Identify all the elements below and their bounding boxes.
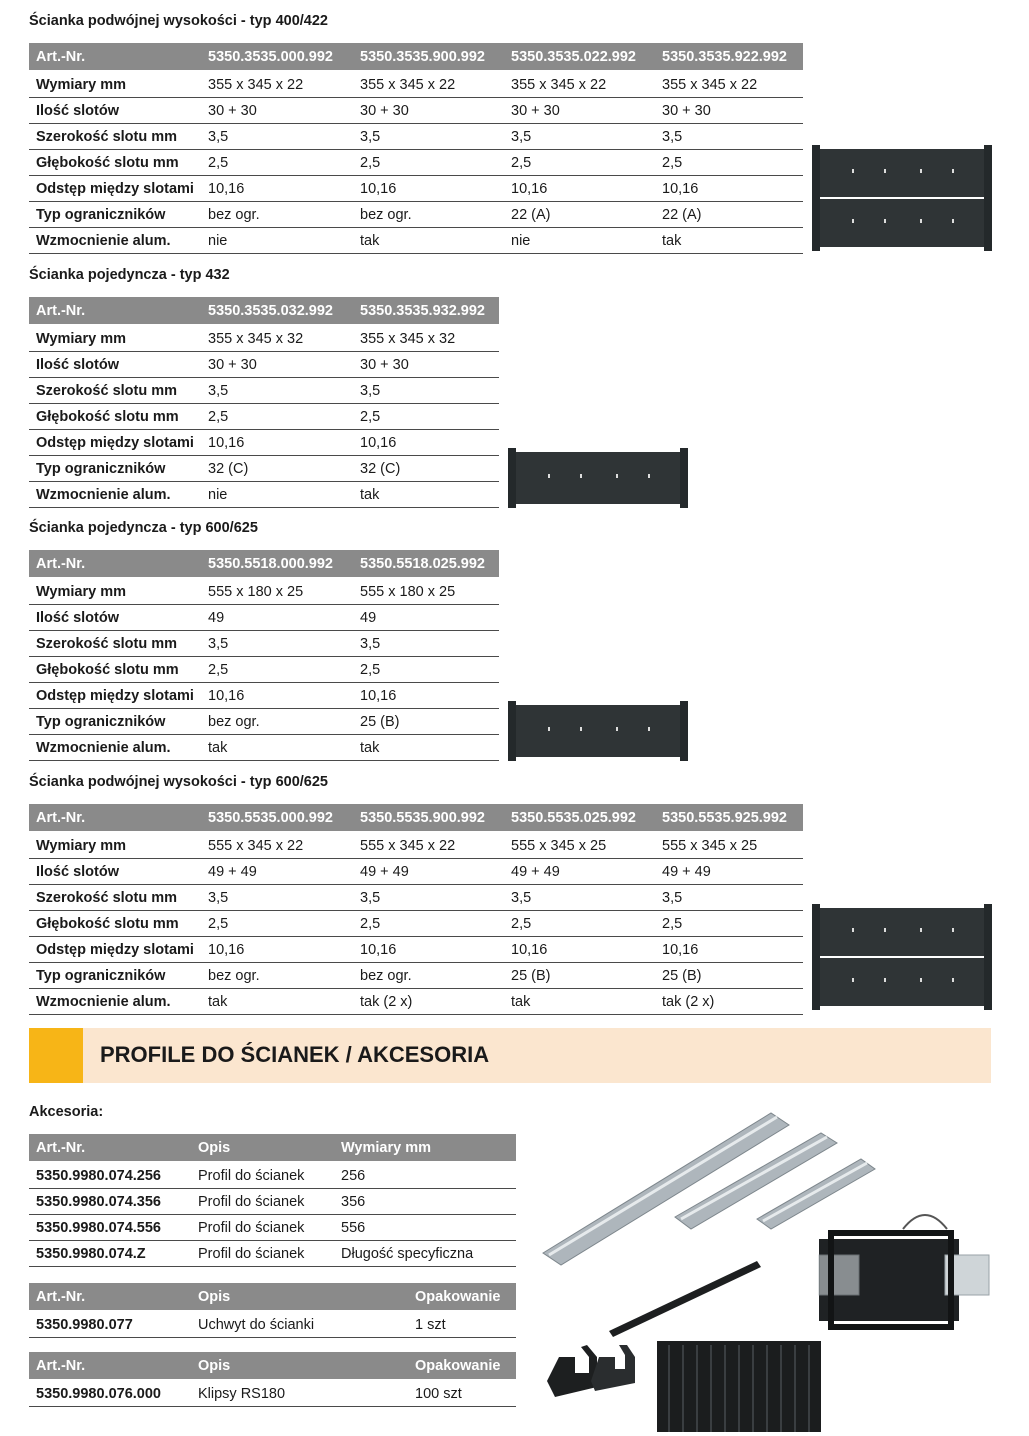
table-cell: 49 + 49: [504, 859, 655, 885]
art-nr-cell: 5350.9980.077: [29, 1311, 191, 1338]
header-cell: 5350.5535.025.992: [504, 804, 655, 832]
table-cell: bez ogr.: [201, 963, 353, 989]
table-row: [29, 631, 499, 657]
header-cell: Art.-Nr.: [29, 550, 201, 578]
table-cell: tak: [353, 735, 499, 761]
table-cell: 3,5: [201, 378, 353, 404]
table-cell: 355 x 345 x 32: [353, 325, 499, 352]
table-row: [29, 430, 499, 456]
table-cell: Profil do ścianek: [191, 1241, 334, 1267]
spec-table-4: [29, 804, 803, 1015]
header-cell: Opis: [191, 1283, 408, 1311]
table-cell: 555 x 180 x 25: [353, 578, 499, 605]
table-row: [29, 98, 803, 124]
row-label: Głębokość slotu mm: [29, 150, 201, 176]
row-label: Wymiary mm: [29, 832, 201, 859]
header-cell: 5350.3535.032.992: [201, 297, 353, 325]
table-row: [29, 325, 499, 352]
table-cell: 355 x 345 x 22: [201, 71, 353, 98]
row-label: Typ ograniczników: [29, 202, 201, 228]
table-cell: 10,16: [353, 430, 499, 456]
row-label: Odstęp między slotami: [29, 937, 201, 963]
row-label: Wzmocnienie alum.: [29, 228, 201, 254]
table-cell: 10,16: [504, 176, 655, 202]
single-wall-432-image: [508, 448, 688, 508]
table-cell: Klipsy RS180: [191, 1380, 408, 1407]
table-cell: 3,5: [201, 124, 353, 150]
table-cell: 555 x 345 x 22: [201, 832, 353, 859]
table-header-row: [29, 804, 803, 832]
row-label: Wzmocnienie alum.: [29, 482, 201, 508]
header-cell: Art.-Nr.: [29, 1134, 191, 1162]
table-row: [29, 859, 803, 885]
table-cell: Profil do ścianek: [191, 1189, 334, 1215]
table-row: [29, 176, 803, 202]
table-cell: 355 x 345 x 22: [504, 71, 655, 98]
section-title-1: Ścianka podwójnej wysokości - typ 400/422: [29, 13, 328, 29]
table-row: [29, 683, 499, 709]
table-cell: tak (2 x): [655, 989, 803, 1015]
table-cell: 30 + 30: [655, 98, 803, 124]
row-label: Wzmocnienie alum.: [29, 989, 201, 1015]
art-nr-cell: 5350.9980.074.356: [29, 1189, 191, 1215]
header-cell: Art.-Nr.: [29, 804, 201, 832]
table-row: [29, 605, 499, 631]
table-row: [29, 1311, 516, 1338]
table-header-row: [29, 43, 803, 71]
table-cell: bez ogr.: [353, 963, 504, 989]
header-cell: Wymiary mm: [334, 1134, 516, 1162]
table-row: [29, 989, 803, 1015]
table-row: [29, 482, 499, 508]
header-cell: Art.-Nr.: [29, 1283, 191, 1311]
accessories-table-2: [29, 1283, 516, 1338]
table-cell: tak: [353, 482, 499, 508]
table-header-row: [29, 1134, 516, 1162]
table-cell: 49 + 49: [353, 859, 504, 885]
table-row: [29, 1215, 516, 1241]
table-cell: 2,5: [201, 911, 353, 937]
row-label: Typ ograniczników: [29, 709, 201, 735]
section-title-3: Ścianka pojedyncza - typ 600/625: [29, 520, 258, 536]
table-cell: 3,5: [655, 124, 803, 150]
table-header-row: [29, 1352, 516, 1380]
table-row: [29, 578, 499, 605]
table-cell: 2,5: [504, 911, 655, 937]
header-cell: 5350.5518.000.992: [201, 550, 353, 578]
row-label: Odstęp między slotami: [29, 176, 201, 202]
table-cell: tak: [201, 989, 353, 1015]
section-banner: [29, 1028, 991, 1083]
header-cell: 5350.3535.922.992: [655, 43, 803, 71]
row-label: Wymiary mm: [29, 578, 201, 605]
art-nr-cell: 5350.9980.074.556: [29, 1215, 191, 1241]
table-cell: 10,16: [201, 430, 353, 456]
table-cell: 355 x 345 x 22: [353, 71, 504, 98]
row-label: Wymiary mm: [29, 71, 201, 98]
table-row: [29, 71, 803, 98]
header-cell: Art.-Nr.: [29, 1352, 191, 1380]
table-row: [29, 124, 803, 150]
row-label: Ilość slotów: [29, 98, 201, 124]
table-cell: 30 + 30: [504, 98, 655, 124]
table-cell: 49: [201, 605, 353, 631]
table-cell: 555 x 345 x 25: [504, 832, 655, 859]
table-cell: 3,5: [655, 885, 803, 911]
double-wall-600-image: [812, 902, 992, 1014]
table-cell: 30 + 30: [201, 352, 353, 378]
table-cell: 49 + 49: [655, 859, 803, 885]
table-cell: 556: [334, 1215, 516, 1241]
double-wall-400-image: [812, 143, 992, 255]
table-row: [29, 937, 803, 963]
table-cell: 256: [334, 1162, 516, 1189]
table-header-row: [29, 1283, 516, 1311]
table-cell: 3,5: [353, 631, 499, 657]
table-row: [29, 1241, 516, 1267]
row-label: Ilość slotów: [29, 605, 201, 631]
table-cell: 355 x 345 x 22: [655, 71, 803, 98]
single-wall-600-image: [508, 701, 688, 761]
table-header-row: [29, 297, 499, 325]
table-row: [29, 911, 803, 937]
table-cell: 3,5: [353, 124, 504, 150]
table-cell: tak: [201, 735, 353, 761]
table-cell: 10,16: [353, 176, 504, 202]
header-cell: 5350.3535.932.992: [353, 297, 499, 325]
spec-table-1: [29, 43, 803, 254]
table-cell: 30 + 30: [353, 98, 504, 124]
row-label: Ilość slotów: [29, 352, 201, 378]
art-nr-cell: 5350.9980.076.000: [29, 1380, 191, 1407]
table-cell: Długość specyficzna: [334, 1241, 516, 1267]
section-title-2: Ścianka pojedyncza - typ 432: [29, 267, 230, 283]
table-cell: 2,5: [353, 657, 499, 683]
table-cell: nie: [504, 228, 655, 254]
table-cell: 49 + 49: [201, 859, 353, 885]
spec-table-2: [29, 297, 499, 508]
table-cell: 49: [353, 605, 499, 631]
banner-title: PROFILE DO ŚCIANEK / AKCESORIA: [100, 1042, 490, 1067]
table-cell: 2,5: [655, 911, 803, 937]
header-cell: Art.-Nr.: [29, 297, 201, 325]
table-cell: 22 (A): [655, 202, 803, 228]
table-row: [29, 1380, 516, 1407]
section-title-4: Ścianka podwójnej wysokości - typ 600/625: [29, 774, 328, 790]
row-label: Typ ograniczników: [29, 963, 201, 989]
table-row: [29, 228, 803, 254]
table-row: [29, 963, 803, 989]
table-cell: tak: [655, 228, 803, 254]
header-cell: 5350.3535.900.992: [353, 43, 504, 71]
table-cell: tak (2 x): [353, 989, 504, 1015]
table-cell: 3,5: [201, 885, 353, 911]
header-cell: 5350.5535.000.992: [201, 804, 353, 832]
header-cell: 5350.3535.022.992: [504, 43, 655, 71]
row-label: Szerokość slotu mm: [29, 885, 201, 911]
row-label: Szerokość slotu mm: [29, 378, 201, 404]
table-cell: 2,5: [201, 657, 353, 683]
table-cell: 555 x 180 x 25: [201, 578, 353, 605]
table-cell: 355 x 345 x 32: [201, 325, 353, 352]
table-cell: 555 x 345 x 25: [655, 832, 803, 859]
table-row: [29, 735, 499, 761]
spec-table-3: [29, 550, 499, 761]
table-row: [29, 832, 803, 859]
art-nr-cell: 5350.9980.074.Z: [29, 1241, 191, 1267]
table-cell: bez ogr.: [353, 202, 504, 228]
table-cell: 32 (C): [201, 456, 353, 482]
table-header-row: [29, 550, 499, 578]
accessories-table-3: [29, 1352, 516, 1407]
table-cell: 2,5: [201, 404, 353, 430]
table-cell: 2,5: [353, 150, 504, 176]
table-row: [29, 709, 499, 735]
art-nr-cell: 5350.9980.074.256: [29, 1162, 191, 1189]
row-label: Wzmocnienie alum.: [29, 735, 201, 761]
table-cell: 2,5: [504, 150, 655, 176]
row-label: Szerokość slotu mm: [29, 631, 201, 657]
table-cell: 25 (B): [504, 963, 655, 989]
header-cell: Opakowanie: [408, 1352, 516, 1380]
header-cell: Art.-Nr.: [29, 43, 201, 71]
accessories-photo: [535, 1105, 995, 1432]
table-cell: 25 (B): [353, 709, 499, 735]
table-row: [29, 885, 803, 911]
table-row: [29, 150, 803, 176]
table-row: [29, 352, 499, 378]
table-cell: 2,5: [353, 404, 499, 430]
table-cell: Profil do ścianek: [191, 1162, 334, 1189]
table-row: [29, 378, 499, 404]
table-row: [29, 202, 803, 228]
table-cell: Profil do ścianek: [191, 1215, 334, 1241]
accessories-title: Akcesoria:: [29, 1104, 104, 1120]
table-cell: bez ogr.: [201, 709, 353, 735]
table-cell: 555 x 345 x 22: [353, 832, 504, 859]
table-cell: nie: [201, 482, 353, 508]
table-cell: 10,16: [504, 937, 655, 963]
table-cell: 10,16: [353, 937, 504, 963]
header-cell: Opakowanie: [408, 1283, 516, 1311]
row-label: Głębokość slotu mm: [29, 404, 201, 430]
table-row: [29, 657, 499, 683]
table-cell: 2,5: [353, 911, 504, 937]
table-cell: 3,5: [353, 885, 504, 911]
table-cell: 10,16: [655, 937, 803, 963]
row-label: Odstęp między slotami: [29, 683, 201, 709]
table-row: [29, 1162, 516, 1189]
table-cell: 2,5: [655, 150, 803, 176]
table-cell: 10,16: [201, 937, 353, 963]
table-cell: 1 szt: [408, 1311, 516, 1338]
table-cell: Uchwyt do ścianki: [191, 1311, 408, 1338]
table-cell: 100 szt: [408, 1380, 516, 1407]
table-cell: tak: [353, 228, 504, 254]
table-row: [29, 404, 499, 430]
table-cell: nie: [201, 228, 353, 254]
accessories-table-1: [29, 1134, 516, 1267]
table-cell: 30 + 30: [201, 98, 353, 124]
header-cell: 5350.5518.025.992: [353, 550, 499, 578]
row-label: Odstęp między slotami: [29, 430, 201, 456]
table-cell: 3,5: [504, 124, 655, 150]
row-label: Głębokość slotu mm: [29, 911, 201, 937]
table-cell: 25 (B): [655, 963, 803, 989]
table-cell: 10,16: [201, 176, 353, 202]
header-cell: 5350.5535.925.992: [655, 804, 803, 832]
header-cell: 5350.5535.900.992: [353, 804, 504, 832]
header-cell: Opis: [191, 1352, 408, 1380]
table-cell: 10,16: [201, 683, 353, 709]
table-cell: 3,5: [201, 631, 353, 657]
table-cell: 10,16: [655, 176, 803, 202]
row-label: Wymiary mm: [29, 325, 201, 352]
table-cell: 3,5: [504, 885, 655, 911]
row-label: Typ ograniczników: [29, 456, 201, 482]
table-cell: 32 (C): [353, 456, 499, 482]
table-cell: 3,5: [353, 378, 499, 404]
row-label: Ilość slotów: [29, 859, 201, 885]
table-cell: 22 (A): [504, 202, 655, 228]
header-cell: 5350.3535.000.992: [201, 43, 353, 71]
row-label: Szerokość slotu mm: [29, 124, 201, 150]
table-cell: bez ogr.: [201, 202, 353, 228]
row-label: Głębokość slotu mm: [29, 657, 201, 683]
table-row: [29, 456, 499, 482]
table-cell: 10,16: [353, 683, 499, 709]
header-cell: Opis: [191, 1134, 334, 1162]
table-cell: 2,5: [201, 150, 353, 176]
banner-accent: [29, 1028, 83, 1083]
table-cell: tak: [504, 989, 655, 1015]
table-cell: 30 + 30: [353, 352, 499, 378]
table-cell: 356: [334, 1189, 516, 1215]
table-row: [29, 1189, 516, 1215]
